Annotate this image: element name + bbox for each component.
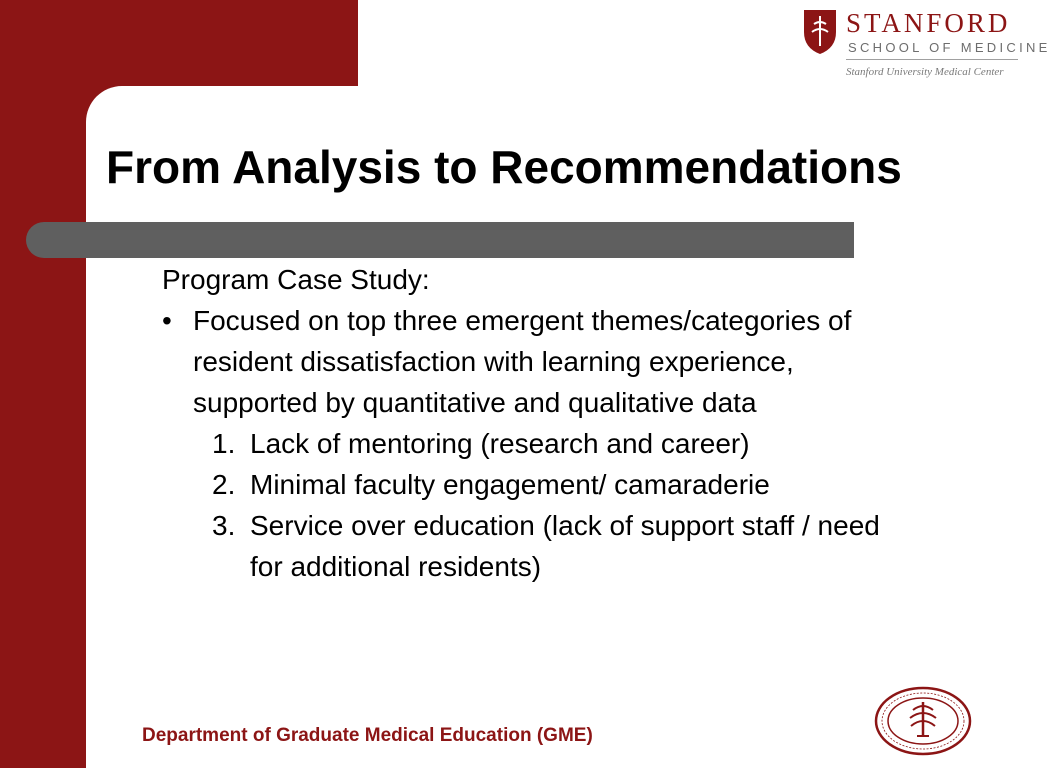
logo-divider [846, 59, 1018, 60]
list-item [212, 464, 882, 505]
logo-subtitle: SCHOOL OF MEDICINE [848, 40, 1051, 55]
list-item-text: Lack of mentoring (research and career) [250, 428, 750, 459]
list-number: 2. [212, 469, 236, 500]
list-number: 3. [212, 510, 236, 541]
list-item [212, 505, 882, 587]
logo-center-name: Stanford University Medical Center [846, 66, 1004, 78]
slide-body [162, 259, 882, 587]
list-item [212, 423, 882, 464]
footer-department: Department of Graduate Medical Education (GME) [142, 725, 593, 746]
bullet-marker: • [162, 305, 172, 336]
stanford-medicine-logo [800, 4, 1051, 84]
list-item-text: Service over education (lack of support staff / need for additional residents) [250, 510, 880, 582]
title-divider-bar [26, 222, 854, 258]
stanford-university-seal-icon [873, 686, 973, 756]
list-number: 1. [212, 428, 236, 459]
bullet-item [162, 300, 882, 423]
stanford-tree-shield-icon [800, 6, 840, 56]
intro-line: Program Case Study: [162, 264, 430, 295]
logo-wordmark: STANFORD [846, 8, 1011, 38]
slide-title: From Analysis to Recommendations [106, 141, 902, 193]
numbered-list [162, 423, 882, 587]
list-item-text: Minimal faculty engagement/ camaraderie [250, 469, 770, 500]
bullet-text: Focused on top three emergent themes/categories of resident dissatisfaction with learning experience, supported by quantitative and qualitative data [193, 305, 852, 418]
